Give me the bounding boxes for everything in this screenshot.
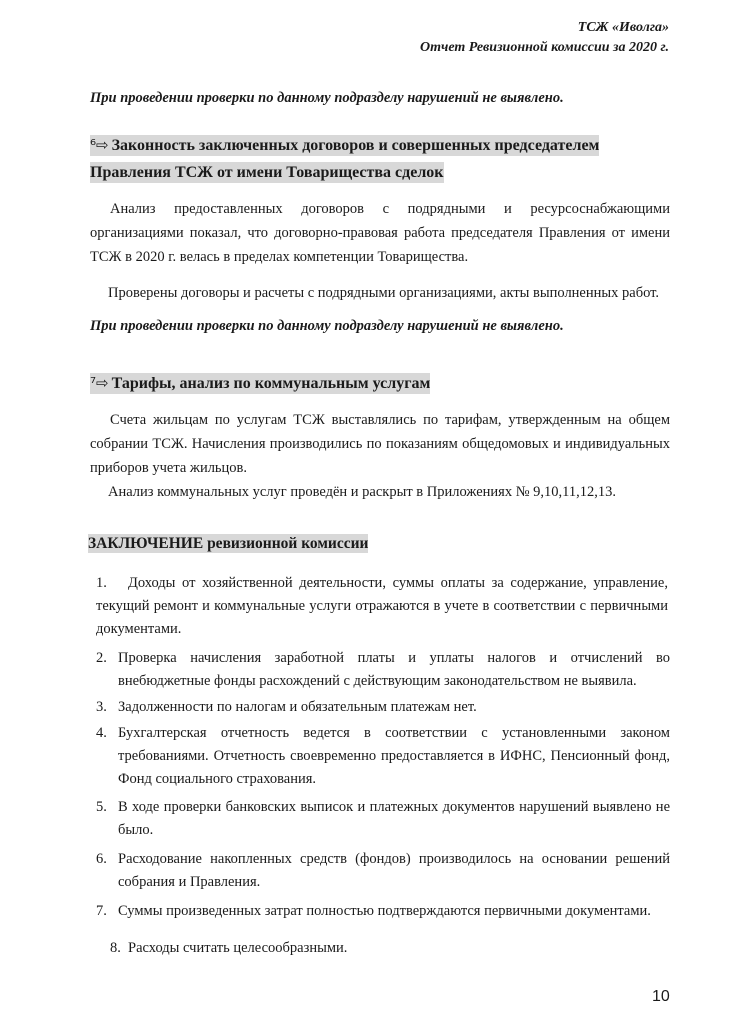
conclusion-item-7: 7. Суммы произведенных затрат полностью подтверждаются первичными документами. xyxy=(96,903,651,919)
section-contracts-paragraph-1: Анализ предоставленных договоров с подрядными и ресурсоснабжающими организациями показал, что договорно-правовая работа председателя Правления от имени ТСЖ в 2020 г. велась в пределах компетенции Товарищества. xyxy=(90,201,670,265)
section-contracts-title-line1: Законность заключенных договоров и совершенных председателем xyxy=(111,137,600,154)
section-tariffs-paragraph-1: Счета жильцам по услугам ТСЖ выставлялись по тарифам, утвержденным на общем собрании ТСЖ. Начисления производились по показаниям общедомовых и индивидуальных приборов учета жильцов. xyxy=(90,412,670,476)
section-contracts-paragraph-2: Проверены договоры и расчеты с подрядными организациями, акты выполненных работ. xyxy=(108,285,659,301)
section-tariffs-paragraph-2: Анализ коммунальных услуг проведён и раскрыт в Приложениях № 9,10,11,12,13. xyxy=(108,484,616,500)
conclusion-item-3: 3. Задолженности по налогам и обязательным платежам нет. xyxy=(96,699,477,715)
conclusion-item-8: 8. Расходы считать целесообразными. xyxy=(110,940,348,956)
conclusion-item-5: 5. В ходе проверки банковских выписок и платежных документов нарушений выявлено не было. xyxy=(96,799,670,838)
conclusion-item-6: 6. Расходование накопленных средств (фондов) производилось на основании решений собрания и Правления. xyxy=(96,851,670,890)
section-marker-icon: ⁶⇨ xyxy=(90,136,109,154)
section-tariffs-title: Тарифы, анализ по коммунальным услугам xyxy=(111,375,431,392)
section-contracts-title-line2: Правления ТСЖ от имени Товарищества сделок xyxy=(90,164,444,181)
header-organization: ТСЖ «Иволга» xyxy=(577,20,669,35)
note-no-violations-top: При проведении проверки по данному подразделу нарушений не выявлено. xyxy=(90,90,564,106)
page-number: 10 xyxy=(652,988,670,1005)
section-marker-icon: ⁷⇨ xyxy=(90,374,109,392)
note-no-violations-contracts: При проведении проверки по данному подразделу нарушений не выявлено. xyxy=(90,318,564,334)
header-report-title: Отчет Ревизионной комиссии за 2020 г. xyxy=(420,40,669,55)
conclusion-item-4: 4. Бухгалтерская отчетность ведется в соответствии с установленными законом требованиями. Отчетность своевременно предоставляется в ИФНС, Пенсионный фонд, Фонд социального страхования. xyxy=(96,725,670,787)
conclusion-item-1: 1. Доходы от хозяйственной деятельности, суммы оплаты за содержание, управление, текущий ремонт и коммунальные услуги отражаются в учете в соответствии с первичными документами. xyxy=(96,575,668,637)
conclusion-item-2: 2. Проверка начисления заработной платы и уплаты налогов и отчислений во внебюджетные фонды расхождений с действующим законодательством не выявила. xyxy=(96,650,670,689)
conclusion-heading: ЗАКЛЮЧЕНИЕ ревизионной комиссии xyxy=(88,535,369,552)
section-tariffs-heading xyxy=(90,370,430,397)
page-header xyxy=(420,18,669,58)
section-contracts-heading xyxy=(90,132,599,186)
